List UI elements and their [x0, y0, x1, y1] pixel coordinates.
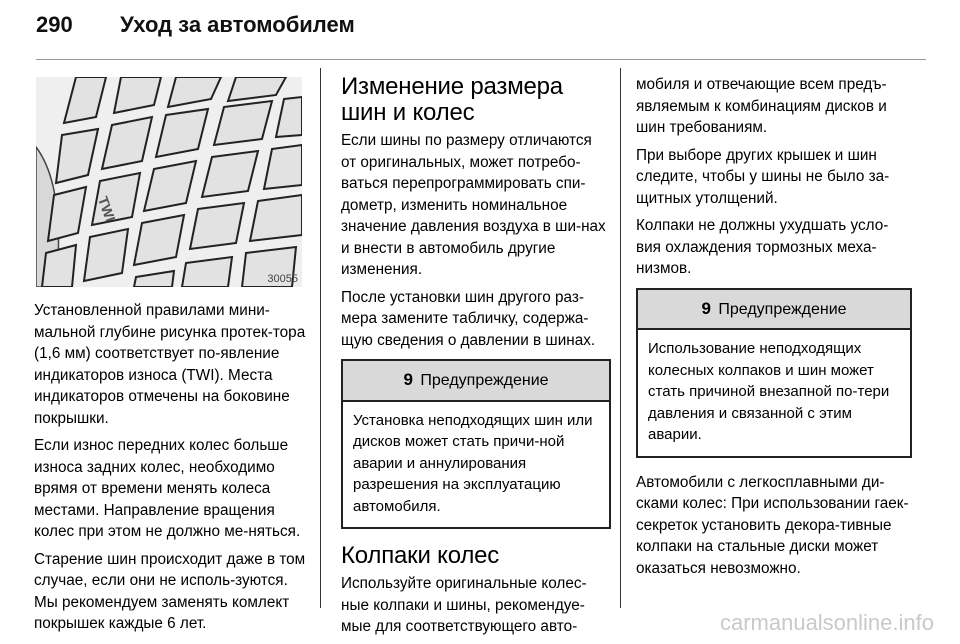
page-header: [36, 12, 926, 38]
warning-text: Установка неподходящих шин или дисков может стать причи-ной аварии и аннулирования разрешения на эксплуатацию автомобиля.: [353, 411, 593, 515]
warning-header: [638, 290, 910, 331]
warning-icon: 9: [701, 298, 711, 318]
warning-text: Использование неподходящих колесных колпаков и шин может стать причиной внезапной по-тери давления и связанной с этим аварии.: [648, 340, 890, 443]
tyre-tread-drawing: [36, 77, 302, 287]
paragraph: Старение шин происходит даже в том случае, если они не исполь-зуются. Мы рекомендуем заменять комлект покрышек каждые 6 лет.: [34, 550, 306, 632]
figure-number: 30055: [267, 273, 298, 285]
page-title: Уход за автомобилем: [120, 12, 355, 37]
section-heading-tyre-size: Изменение размера шин и колес: [341, 73, 563, 126]
warning-title: Предупреждение: [420, 372, 549, 389]
twi-label: TWI: [94, 194, 119, 224]
column-3: [636, 74, 912, 585]
page-number: 290: [36, 12, 73, 37]
paragraph: Колпаки не должны ухудшать усло-вия охлаждения тормозных меха-низмов.: [636, 217, 889, 277]
paragraph: Используйте оригинальные колес-ные колпаки и шины, рекомендуе-мые для соответствующего авто-: [341, 575, 587, 635]
column-1: [34, 300, 309, 641]
column-divider-2: [620, 68, 621, 608]
paragraph: Установленной правилами мини-мальной глубине рисунка протек-тора (1,6 мм) соответствует по-явление индикаторов износа (TWI). Места индикаторов отмечены на боковине покрышки.: [34, 302, 306, 427]
paragraph: Если шины по размеру отличаются от оригинальных, может потребо-ваться перепрограммировать спи-дометр, изменить номинальное значение давления воздуха в ши-нах и внести в автомобиль другие изменения.: [341, 132, 606, 278]
warning-title: Предупреждение: [718, 300, 847, 318]
watermark: carmanualsonline.info: [719, 610, 934, 635]
section-heading-wheel-covers: Колпаки колес: [341, 542, 500, 569]
paragraph: Автомобили с легкосплавными ди-сками колес: При использовании гаек-секреток установить декора-тивные колпаки на стальные диски может оказаться невозможно.: [636, 473, 909, 577]
paragraph: Если износ передних колес больше износа задних колес, необходимо врямя от времени менять колеса местами. Направление вращения колес при этом не должно ме-няться.: [34, 437, 301, 540]
column-divider-1: [320, 68, 321, 608]
header-divider: [36, 59, 926, 60]
warning-icon: 9: [403, 370, 413, 389]
tyre-tread-illustration: [36, 77, 302, 287]
paragraph: После установки шин другого раз-мера замените табличку, содержа-щую сведения о давлении в шинах.: [341, 288, 596, 349]
warning-box: [636, 288, 912, 458]
paragraph: При выборе других крышек и шин следите, чтобы у шины не было за-щитных утолщений.: [636, 146, 890, 207]
paragraph: мобиля и отвечающие всем предъ-являемым к комбинациям дисков и шин требованиям.: [636, 76, 887, 136]
warning-box: [341, 359, 611, 529]
column-2: [341, 74, 611, 644]
warning-header: [343, 361, 609, 402]
